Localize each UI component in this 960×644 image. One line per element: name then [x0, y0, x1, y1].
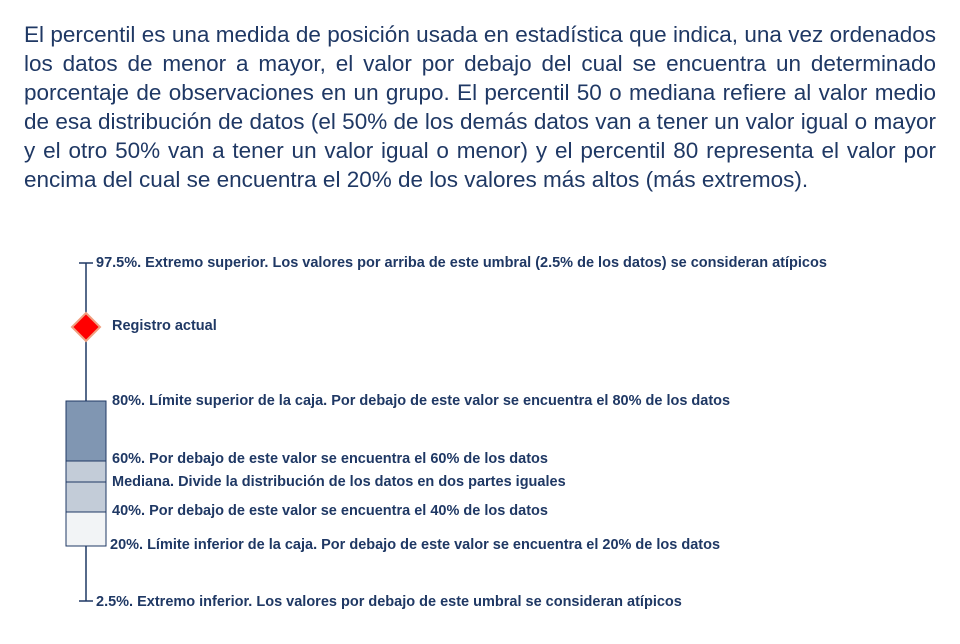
- label-current-record: Registro actual: [112, 318, 217, 334]
- label-p97-5: 97.5%. Extremo superior. Los valores por arriba de este umbral (2.5% de los datos) se consideran atípicos: [96, 255, 827, 271]
- label-median: Mediana. Divide la distribución de los datos en dos partes iguales: [112, 474, 566, 490]
- label-p20: 20%. Límite inferior de la caja. Por debajo de este valor se encuentra el 20% de los datos: [110, 537, 721, 553]
- box-segment-50-60: [66, 461, 106, 482]
- current-record-marker: [72, 313, 100, 341]
- label-p40: 40%. Por debajo de este valor se encuentra el 40% de los datos: [112, 503, 548, 519]
- label-p60: 60%. Por debajo de este valor se encuentra el 60% de los datos: [112, 451, 548, 467]
- box-segment-40-50: [66, 482, 106, 512]
- label-p80: 80%. Límite superior de la caja. Por debajo de este valor se encuentra el 80% de los datos: [112, 393, 731, 409]
- intro-paragraph: El percentil es una medida de posición usada en estadística que indica, una vez ordenados los datos de menor a mayor, el valor por debajo del cual se encuentra un determinado porcentaje de observaciones en un grupo. El percentil 50 o mediana refiere al valor medio de esa distribución de datos (el 50% de los demás datos van a tener un valor igual o mayor y el otro 50% van a tener un valor igual o menor) y el percentil 80 representa el valor por encima del cual se encuentra el 20% de los valores más altos (más extremos).: [24, 22, 936, 192]
- box-segment-60-80: [66, 401, 106, 461]
- box-segment-20-40: [66, 512, 106, 546]
- label-p2-5: 2.5%. Extremo inferior. Los valores por debajo de este umbral se consideran atípicos: [96, 594, 682, 610]
